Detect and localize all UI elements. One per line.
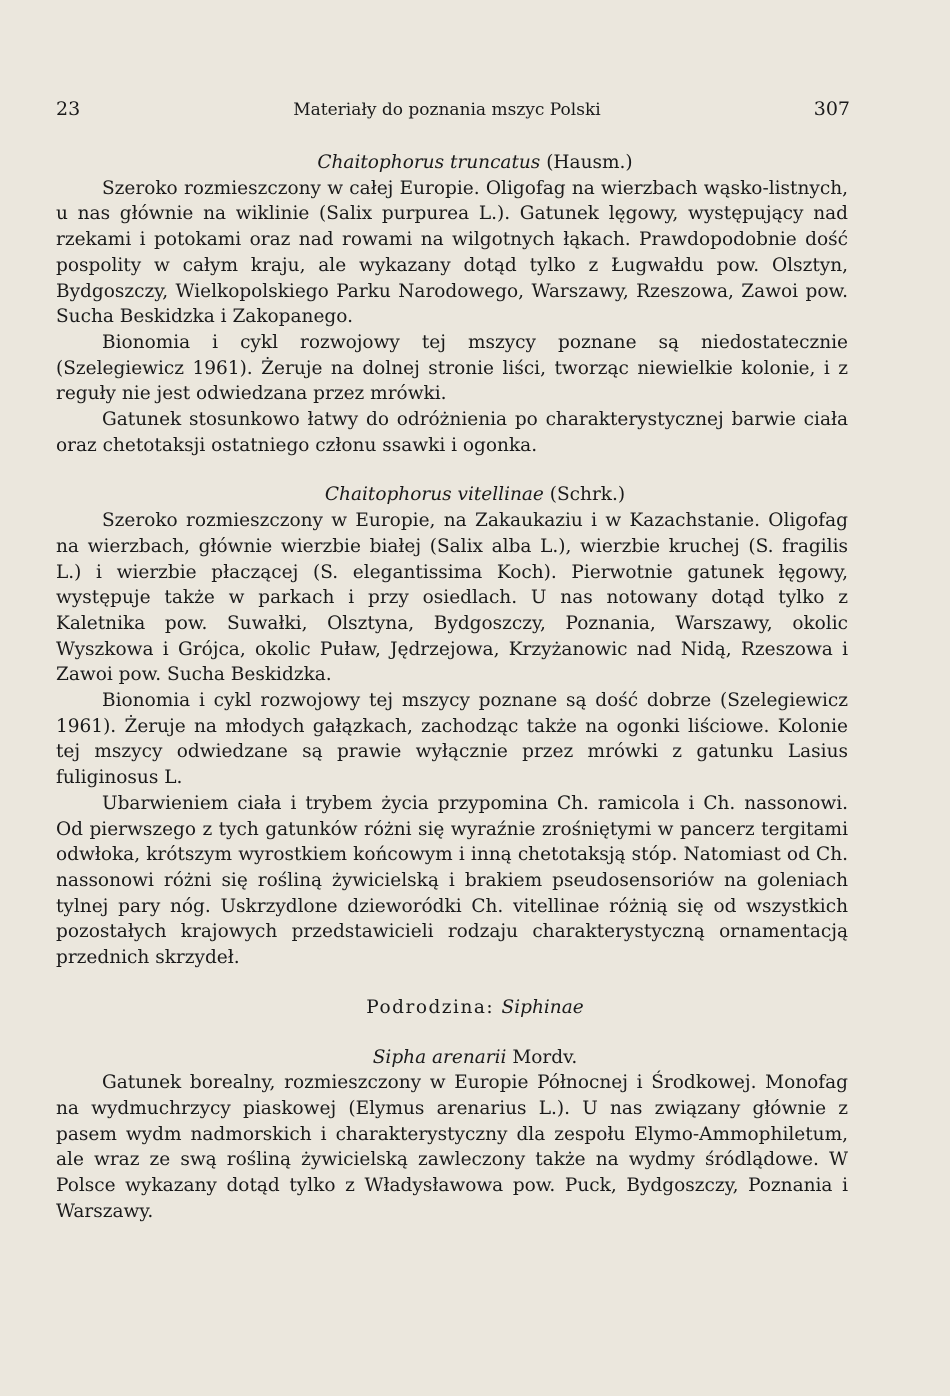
- species-heading-3: Sipha arenarii Mordv.: [372, 1046, 578, 1068]
- paragraph: Gatunek stosunkowo łatwy do odróżnienia po charakterystycznej barwie ciała oraz chetotaksji ostatniego członu ssawki i ogonka.: [56, 409, 848, 456]
- subfamily-heading: Podrodzina: Siphinae: [366, 996, 584, 1018]
- page-number-left: 23: [56, 98, 81, 120]
- species-heading-1: Chaitophorus truncatus (Hausm.): [317, 152, 633, 173]
- paragraph: Ubarwieniem ciała i trybem życia przypomina Ch. ramicola i Ch. nassonowi. Od pierwszego z tych gatunków różni się wyraźnie zrośniętymi w pancerz tergitami odwłoka, krótszym wyrostkiem końcowym i inną chetotaksją stóp. Natomiast od Ch. nassonowi różni się rośliną żywicielską i brakiem pseudosensoriów na goleniach tylnej pary nóg. Uskrzydlone dzieworódki Ch. vitellinae różnią się od wszystkich pozostałych krajowych przedstawicieli rodzaju charakterystyczną ornamentacją przednich skrzydeł.: [56, 792, 848, 969]
- species-heading-2: Chaitophorus vitellinae (Schrk.): [324, 484, 626, 506]
- page-number-right: 307: [813, 98, 850, 120]
- paragraph: Bionomia i cykl rozwojowy tej mszycy poznane są dość dobrze (Szelegiewicz 1961). Żeruje na młodych gałązkach, zachodząc także na ogonki liściowe. Kolonie tej mszycy odwiedzane są prawie wyłącznie przez mrówki z gatunku Lasius fuliginosus L.: [56, 690, 848, 789]
- paragraph: Szeroko rozmieszczony w Europie, na Zakaukaziu i w Kazachstanie. Oligofag na wierzbach, głównie wierzbie białej (Salix alba L.), wierzbie kruchej (S. fragilis L.) i wierzbie płaczącej (S. elegantissima Koch). Pierwotnie gatunek łęgowy, występuje także w parkach i przy osiedlach. U nas notowany dotąd tylko z Kaletnika pow. Suwałki, Olsztyna, Bydgoszczy, Poznania, Warszawy, okolic Wyszkowa i Grójca, okolic Puław, Jędrzejowa, Krzyżanowic nad Nidą, Rzeszowa i Zawoi pow. Sucha Beskidzka.: [56, 510, 848, 686]
- paragraph: Gatunek borealny, rozmieszczony w Europie Północnej i Środkowej. Monofag na wydmuchrzycy piaskowej (Elymus arenarius L.). U nas związany głównie z pasem wydm nadmorskich i charakterystyczny dla zespołu Elymo-Ammophiletum, ale wraz ze swą rośliną żywicielską zawleczony także na wydmy śródlądowe. W Polsce wykazany dotąd tylko z Władysławowa pow. Puck, Bydgoszczy, Poznania i Warszawy.: [56, 1072, 848, 1222]
- journal-title: Materiały do poznania mszyc Polski: [293, 100, 601, 120]
- paragraph: Bionomia i cykl rozwojowy tej mszycy poznane są niedostatecznie (Szelegiewicz 1961). Żeruje na dolnej stronie liści, tworząc niewielkie kolonie, i z reguły nie jest odwiedzana przez mrówki.: [56, 331, 848, 405]
- running-head: [56, 98, 850, 120]
- page-content: [56, 150, 848, 1224]
- paragraph: Szeroko rozmieszczony w całej Europie. Oligofag na wierzbach wąsko-listnych, u nas głównie na wiklinie (Salix purpurea L.). Gatunek lęgowy, występujący nad rzekami i potokami oraz nad rowami na wilgotnych łąkach. Prawdopodobnie dość pospolity w całym kraju, ale wykazany dotąd tylko z Ługwałdu pow. Olsztyn, Bydgoszczy, Wielkopolskiego Parku Narodowego, Warszawy, Rzeszowa, Zawoi pow. Sucha Beskidzka i Zakopanego.: [56, 177, 848, 328]
